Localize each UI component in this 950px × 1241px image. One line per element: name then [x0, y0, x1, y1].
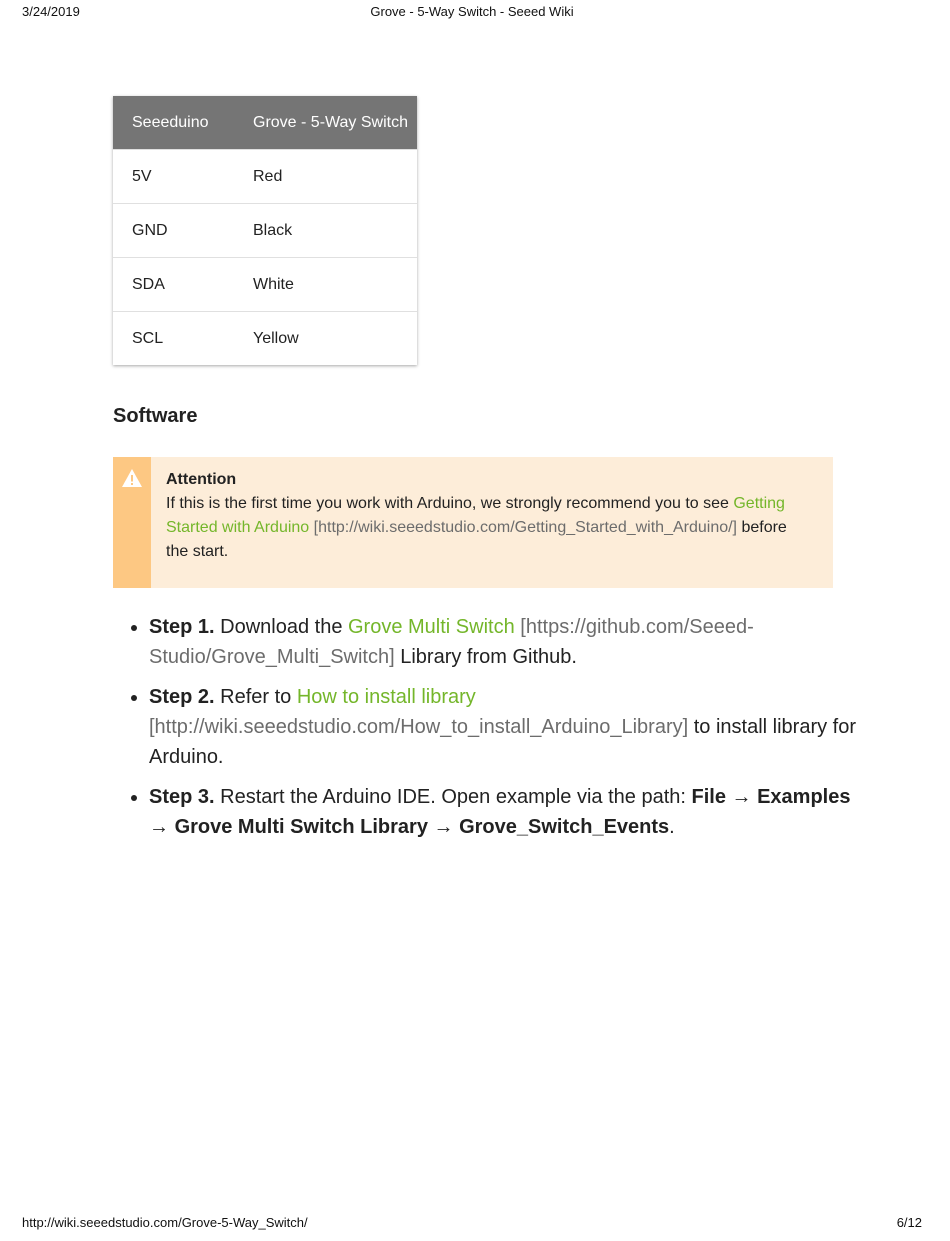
- step-text: .: [669, 816, 675, 838]
- print-header: [22, 4, 922, 22]
- callout-title: Attention: [166, 471, 237, 488]
- callout-body: [151, 457, 833, 588]
- step-text: to install library for Arduino.: [149, 716, 857, 768]
- print-page-title: Grove - 5-Way Switch - Seeed Wiki: [370, 4, 574, 19]
- table-cell: White: [253, 258, 417, 312]
- table-header-row: [113, 96, 417, 150]
- print-page-number: 6/12: [896, 1215, 922, 1230]
- step-label: Step 1.: [149, 616, 215, 638]
- table-cell: GND: [113, 204, 253, 258]
- arrow-text: →: [427, 816, 460, 838]
- menu-path-examples: Examples: [757, 786, 851, 808]
- table-header-cell: Grove - 5-Way Switch: [253, 96, 417, 150]
- print-footer: [22, 1215, 922, 1233]
- steps-list: [113, 612, 874, 852]
- callout-text: If this is the first time you work with Arduino, we strongly recommend you to see: [166, 495, 734, 512]
- step-text: Restart the Arduino IDE. Open example via the path:: [214, 786, 692, 808]
- table-row: [113, 258, 417, 312]
- step-text: Library from Github.: [394, 646, 577, 668]
- arrow-text: →: [149, 816, 175, 838]
- callout-accent-stripe: [113, 457, 151, 588]
- table-cell: 5V: [113, 150, 253, 204]
- table-header-cell: Seeeduino: [113, 96, 253, 150]
- software-heading: Software: [113, 405, 198, 427]
- list-item: [149, 782, 874, 842]
- list-item: [149, 612, 874, 672]
- link-url-text: [https://github.com/Seeed-Studio/Grove_Multi_Switch]: [149, 616, 754, 668]
- step-text: Download the: [214, 616, 348, 638]
- print-url: http://wiki.seeedstudio.com/Grove-5-Way_Switch/: [22, 1215, 308, 1230]
- print-date: 3/24/2019: [22, 4, 80, 19]
- wiring-table: [113, 96, 417, 365]
- install-library-link[interactable]: How to install library: [296, 686, 476, 708]
- menu-path-library: Grove Multi Switch Library: [174, 816, 428, 838]
- menu-path-example: Grove_Switch_Events: [459, 816, 670, 838]
- list-item: [149, 682, 874, 772]
- callout-text-end: before the start.: [166, 519, 787, 560]
- step-label: Step 2.: [149, 686, 215, 708]
- grove-multi-switch-link[interactable]: Grove Multi Switch: [348, 616, 515, 638]
- step-text: Refer to: [214, 686, 297, 708]
- menu-path-file: File: [691, 786, 726, 808]
- table-cell: SCL: [113, 312, 253, 366]
- table-cell: Red: [253, 150, 417, 204]
- attention-callout: [113, 457, 833, 588]
- table-cell: Yellow: [253, 312, 417, 366]
- table-cell: Black: [253, 204, 417, 258]
- warning-icon: [121, 468, 143, 488]
- table-row: [113, 150, 417, 204]
- link-url-text: [http://wiki.seeedstudio.com/Getting_Started_with_Arduino/]: [313, 519, 737, 536]
- table-cell: SDA: [113, 258, 253, 312]
- table-row: [113, 204, 417, 258]
- table-row: [113, 312, 417, 366]
- getting-started-link[interactable]: Getting Started with Arduino: [166, 495, 785, 536]
- step-label: Step 3.: [149, 786, 215, 808]
- arrow-text: →: [725, 786, 758, 808]
- link-url-text: [http://wiki.seeedstudio.com/How_to_install_Arduino_Library]: [149, 716, 689, 738]
